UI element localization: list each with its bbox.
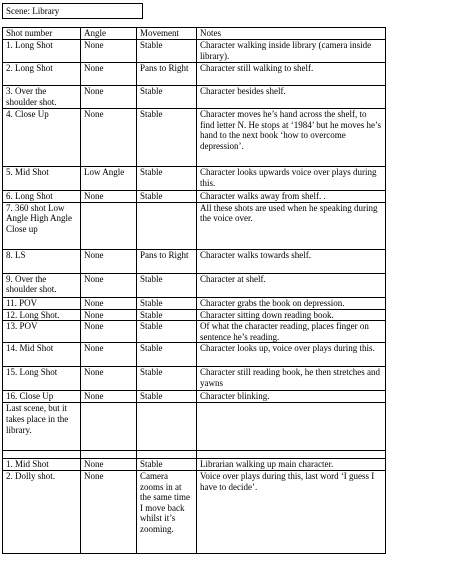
- table-row: [3, 459, 386, 471]
- cell-shot-number: 9. Over the shoulder shot.: [3, 273, 81, 297]
- cell-movement: Stable: [137, 273, 197, 297]
- cell-angle: None: [81, 191, 137, 203]
- cell-angle: [81, 202, 137, 249]
- cell-angle: None: [81, 63, 137, 86]
- cell-movement: [137, 403, 197, 451]
- cell-shot-number: 5. Mid Shot: [3, 167, 81, 191]
- cell-notes: [197, 403, 386, 451]
- cell-movement: Stable: [137, 109, 197, 167]
- table-row: [3, 403, 386, 451]
- shot-rows: [3, 40, 386, 554]
- cell-shot-number: 13. POV: [3, 321, 81, 343]
- shot-list-table: [2, 27, 386, 554]
- cell-shot-number: 12. Long Shot.: [3, 309, 81, 321]
- cell-notes: Character walks away from shelf. .: [197, 191, 386, 203]
- header-movement: Movement: [137, 28, 197, 40]
- cell-movement: Stable: [137, 321, 197, 343]
- cell-movement: Stable: [137, 297, 197, 309]
- cell-angle: None: [81, 309, 137, 321]
- table-row: [3, 167, 386, 191]
- cell-notes: [197, 451, 386, 459]
- table-row: [3, 297, 386, 309]
- cell-notes: Voice over plays during this, last word ‘I guess I have to decide’.: [197, 470, 386, 553]
- cell-angle: [81, 403, 137, 451]
- cell-movement: [137, 202, 197, 249]
- cell-movement: Stable: [137, 367, 197, 391]
- cell-shot-number: 2. Dolly shot.: [3, 470, 81, 553]
- cell-notes: Character besides shelf.: [197, 86, 386, 109]
- cell-shot-number: 14. Mid Shot: [3, 343, 81, 367]
- cell-angle: None: [81, 391, 137, 403]
- cell-shot-number: 1. Long Shot: [3, 40, 81, 63]
- cell-shot-number: 8. LS: [3, 249, 81, 273]
- cell-notes: Character grabs the book on depression.: [197, 297, 386, 309]
- cell-movement: Stable: [137, 191, 197, 203]
- header-shot-number: Shot number: [3, 28, 81, 40]
- cell-notes: Character blinking.: [197, 391, 386, 403]
- table-row: [3, 343, 386, 367]
- cell-notes: Character walks towards shelf.: [197, 249, 386, 273]
- cell-notes: Character walking inside library (camera inside library).: [197, 40, 386, 63]
- table-row: [3, 321, 386, 343]
- cell-movement: Stable: [137, 86, 197, 109]
- cell-notes: Librarian walking up main character.: [197, 459, 386, 471]
- cell-angle: None: [81, 297, 137, 309]
- table-row: [3, 273, 386, 297]
- cell-angle: None: [81, 367, 137, 391]
- table-row: [3, 202, 386, 249]
- table-header-row: [3, 28, 386, 40]
- table-row: [3, 40, 386, 63]
- table-row: [3, 249, 386, 273]
- table-row: [3, 86, 386, 109]
- cell-angle: None: [81, 321, 137, 343]
- cell-movement: Pans to Right: [137, 249, 197, 273]
- cell-shot-number: 6. Long Shot: [3, 191, 81, 203]
- cell-shot-number: 11. POV: [3, 297, 81, 309]
- cell-shot-number: Last scene, but it takes place in the library.: [3, 403, 81, 451]
- cell-shot-number: 1. Mid Shot: [3, 459, 81, 471]
- cell-notes: Character moves he’s hand across the shelf, to find letter N. He stops at ‘1984’ but he moves he’s hand to the next book ‘how to overcome depression’.: [197, 109, 386, 167]
- cell-angle: None: [81, 109, 137, 167]
- cell-shot-number: 3. Over the shoulder shot.: [3, 86, 81, 109]
- table-row: [3, 191, 386, 203]
- cell-notes: Character still walking to shelf.: [197, 63, 386, 86]
- cell-shot-number: 15. Long Shot: [3, 367, 81, 391]
- cell-movement: [137, 451, 197, 459]
- scene-title-box: [2, 3, 143, 19]
- table-row: [3, 367, 386, 391]
- cell-angle: None: [81, 86, 137, 109]
- cell-notes: All these shots are used when he speaking during the voice over.: [197, 202, 386, 249]
- cell-movement: Stable: [137, 391, 197, 403]
- cell-angle: None: [81, 470, 137, 553]
- cell-movement: Stable: [137, 40, 197, 63]
- cell-movement: Stable: [137, 343, 197, 367]
- cell-movement: Pans to Right: [137, 63, 197, 86]
- cell-movement: Stable: [137, 167, 197, 191]
- table-row: [3, 391, 386, 403]
- cell-angle: None: [81, 273, 137, 297]
- cell-movement: Stable: [137, 309, 197, 321]
- scene-title: Scene: Library: [6, 6, 60, 16]
- table-row: [3, 309, 386, 321]
- cell-shot-number: 2. Long Shot: [3, 63, 81, 86]
- table-row: [3, 63, 386, 86]
- cell-angle: [81, 451, 137, 459]
- cell-notes: Character still reading book, he then stretches and yawns: [197, 367, 386, 391]
- cell-angle: None: [81, 459, 137, 471]
- cell-notes: Character sitting down reading book.: [197, 309, 386, 321]
- cell-movement: Camera zooms in at the same time I move back whilst it’s zooming.: [137, 470, 197, 553]
- cell-angle: None: [81, 343, 137, 367]
- cell-notes: Character looks up, voice over plays during this.: [197, 343, 386, 367]
- cell-notes: Character looks upwards voice over plays during this.: [197, 167, 386, 191]
- table-row: [3, 109, 386, 167]
- header-angle: Angle: [81, 28, 137, 40]
- header-notes: Notes: [197, 28, 386, 40]
- cell-shot-number: [3, 451, 81, 459]
- cell-shot-number: 16. Close Up: [3, 391, 81, 403]
- cell-angle: None: [81, 249, 137, 273]
- cell-notes: Of what the character reading, places finger on sentence he’s reading.: [197, 321, 386, 343]
- cell-notes: Character at shelf.: [197, 273, 386, 297]
- cell-shot-number: 4. Close Up: [3, 109, 81, 167]
- cell-shot-number: 7. 360 shot Low Angle High Angle Close up: [3, 202, 81, 249]
- cell-angle: None: [81, 40, 137, 63]
- table-row: [3, 470, 386, 553]
- table-row: [3, 451, 386, 459]
- cell-angle: Low Angle: [81, 167, 137, 191]
- cell-movement: Stable: [137, 459, 197, 471]
